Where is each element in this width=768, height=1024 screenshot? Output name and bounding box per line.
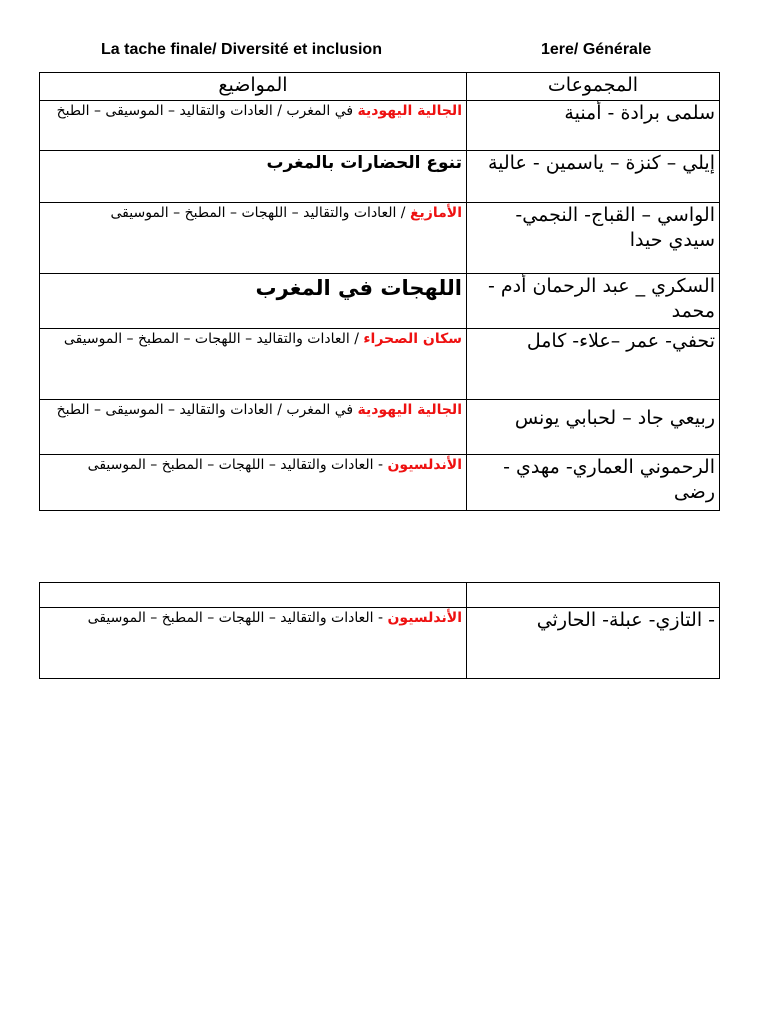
- topic-text: - العادات والتقاليد – اللهجات – المطبخ – الموسيقى: [87, 457, 388, 473]
- extra-groups-table: [39, 582, 720, 679]
- topic-highlight: الجالية اليهودية: [357, 402, 462, 418]
- topic-text: - العادات والتقاليد – اللهجات – المطبخ – الموسيقى: [87, 610, 388, 626]
- group-cell: سلمى برادة - أمنية: [467, 101, 720, 151]
- topic-cell: [40, 274, 467, 329]
- topic-cell: [40, 203, 467, 274]
- column-header-topics: المواضيع: [40, 73, 467, 101]
- topic-highlight: سكان الصحراء: [363, 331, 462, 347]
- group-cell: الواسي – القباج- النجمي- سيدي حيدا: [467, 203, 720, 274]
- table-row: [40, 151, 720, 203]
- table-row: [40, 583, 720, 608]
- topic-cell: [40, 583, 467, 608]
- table-row: [40, 274, 720, 329]
- topic-cell: [40, 400, 467, 455]
- table-row: [40, 455, 720, 511]
- header-title: La tache finale/ Diversité et inclusion: [101, 41, 382, 58]
- group-cell: ربيعي جاد – لحبابي يونس: [467, 400, 720, 455]
- topic-cell: [40, 101, 467, 151]
- topic-cell: [40, 455, 467, 511]
- topic-cell: [40, 151, 467, 203]
- table-row: [40, 400, 720, 455]
- groups-topics-table: [39, 72, 720, 511]
- topic-text: / العادات والتقاليد – اللهجات – المطبخ – الموسيقى: [110, 205, 410, 221]
- topic-highlight: الأندلسيون: [387, 457, 462, 473]
- group-cell: - التازي- عبلة- الحارثي: [467, 608, 720, 679]
- topic-highlight: الأندلسيون: [387, 610, 462, 626]
- header-class: 1ere/ Générale: [541, 41, 652, 58]
- topic-highlight: الأمازيغ: [409, 205, 462, 221]
- topic-cell: [40, 608, 467, 679]
- topic-text: في المغرب / العادات والتقاليد – الموسيقى – الطبخ: [56, 402, 358, 418]
- group-cell: إيلي – كنزة – ياسمين - عالية: [467, 151, 720, 203]
- column-header-groups: المجموعات: [467, 73, 720, 101]
- topic-text: تنوع الحضارات بالمغرب: [266, 153, 462, 173]
- table-row: [40, 203, 720, 274]
- group-cell: الرحموني العماري- مهدي - رضى: [467, 455, 720, 511]
- group-cell: [467, 583, 720, 608]
- topic-text: اللهجات في المغرب: [255, 276, 462, 300]
- topic-text: في المغرب / العادات والتقاليد – الموسيقى – الطبخ: [56, 103, 358, 119]
- topic-cell: [40, 329, 467, 400]
- topic-highlight: الجالية اليهودية: [357, 103, 462, 119]
- group-cell: تحفي- عمر –علاء- كامل: [467, 329, 720, 400]
- topic-text: / العادات والتقاليد – اللهجات – المطبخ – الموسيقى: [63, 331, 364, 347]
- table-row: [40, 608, 720, 679]
- table-header-row: [40, 73, 720, 101]
- group-cell: السكري _ عبد الرحمان أدم - محمد: [467, 274, 720, 329]
- table-row: [40, 101, 720, 151]
- table-row: [40, 329, 720, 400]
